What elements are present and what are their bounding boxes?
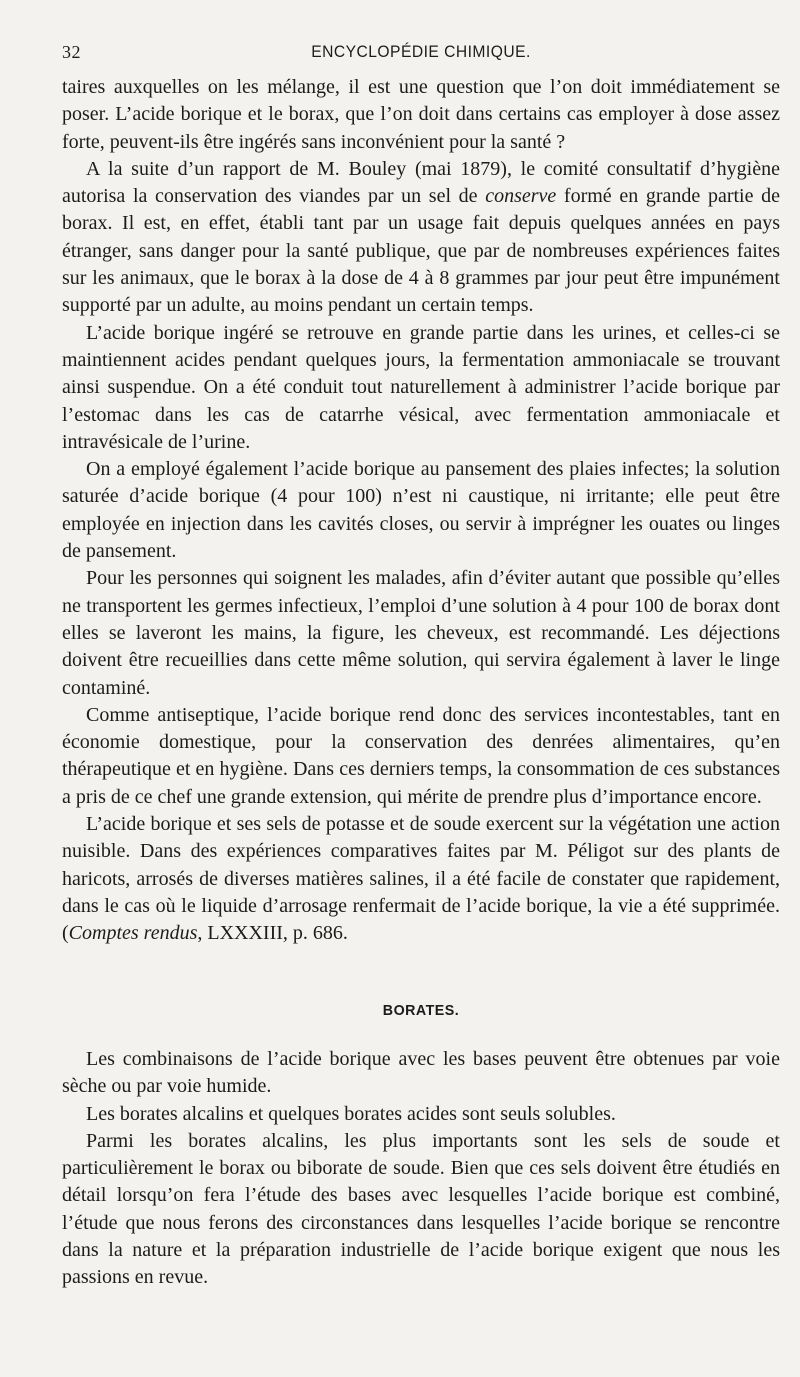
paragraph (62, 565, 780, 701)
paragraph (62, 811, 780, 947)
text-run: Comme antiseptique, l’acide borique rend donc des services incontestables, tant en économie domestique, pour la conservation des denrées alimentaires, qu’en thérapeutique et en hygiène. Dans ces derniers temps, la consommation de ces substances a pris de ce chef une grande extension, qui mérite de prendre plus d’importance encore. (62, 703, 780, 808)
text-run: taires auxquelles on les mélange, il est une question que l’on doit immédiatement se poser. L’acide borique et le borax, que l’on doit dans certains cas employer à dose assez forte, peuvent-ils être ingérés sans inconvénient pour la santé ? (62, 76, 780, 153)
paragraph (62, 1046, 780, 1101)
text-run: L’acide borique et ses sels de potasse et de soude exercent sur la végétation une action nuisible. Dans des expériences comparatives faites par M. Péligot sur des plants de haricots, arrosés de diverses matières salines, il a été facile de constater que rapidement, dans le cas où le liquide d’arrosage renfermait de l’acide borique, la vie a été supprimée. ( (62, 813, 780, 945)
text-run: Les borates alcalins et quelques borates acides sont seuls solubles. (86, 1102, 616, 1125)
text-run: , LXXXIII, p. 686. (197, 922, 348, 945)
text-run: Pour les personnes qui soignent les malades, afin d’éviter autant que possible qu’elles ne transportent les germes infectieux, l’emploi d’une solution à 4 pour 100 de borax dont elles se laveront les mains, la figure, les cheveux, est recommandé. Les déjections doivent être recueillies dans cette même solution, qui servira également à laver le linge contaminé. (62, 567, 780, 699)
paragraph (62, 1128, 780, 1292)
page-header (62, 42, 780, 68)
body-text-bottom (62, 1046, 780, 1292)
page-number: 32 (62, 42, 81, 62)
paragraph (62, 320, 780, 456)
section-title: BORATES. (382, 1002, 460, 1019)
italic-text: Comptes rendus (68, 922, 198, 945)
text-run: Parmi les borates alcalins, les plus importants sont les sels de soude et particulièrement le borax ou biborate de soude. Bien que ces sels doivent être étudiés en détail lorsqu’on fera l’étude des bases avec lesquelles l’acide borique est combiné, l’étude que nous ferons des circonstances dans lesquelles l’acide borique se rencontre dans la nature et la préparation industrielle de l’acide borique exigent que nous les passions en revue. (62, 1129, 780, 1289)
paragraph (62, 74, 780, 156)
text-run: Les combinaisons de l’acide borique avec les bases peuvent être obtenues par voie sèche ou par voie humide. (62, 1048, 780, 1098)
text-run: L’acide borique ingéré se retrouve en grande partie dans les urines, et celles-ci se maintiennent acides pendant quelques jours, la fermentation ammoniacale se trouvant ainsi suspendue. On a été conduit tout naturellement à administrer l’acide borique par l’estomac dans les cas de catarrhe vésical, avec fermentation ammoniacale et intravésicale de l’urine. (62, 321, 780, 453)
paragraph (62, 456, 780, 565)
text-run: On a employé également l’acide borique au pansement des plaies infectes; la solution saturée d’acide borique (4 pour 100) n’est ni caustique, ni irritante; elle peut être employée en injection dans les cavités closes, ou servir à imprégner les ouates ou linges de pansement. (62, 458, 780, 563)
paragraph (62, 1101, 780, 1128)
paragraph (62, 702, 780, 811)
running-title: ENCYCLOPÉDIE CHIMIQUE. (311, 42, 531, 61)
text-run: formé en grande partie de borax. Il est, en effet, établi tant par un usage fait depuis quelques années en pays étranger, sans danger pour la santé publique, que par de nombreuses expériences faites sur les animaux, que le borax à la dose de 4 à 8 grammes par jour peut être impunément supporté par un adulte, au moins pendant un certain temps. (62, 185, 780, 317)
text-run: A la suite d’un rapport de M. Bouley (mai 1879), le comité consultatif d’hygiène autorisa la conservation des viandes par un sel de (62, 157, 780, 208)
body-text-top (62, 74, 780, 948)
italic-text: conserve (485, 185, 557, 208)
paragraph (62, 156, 780, 320)
